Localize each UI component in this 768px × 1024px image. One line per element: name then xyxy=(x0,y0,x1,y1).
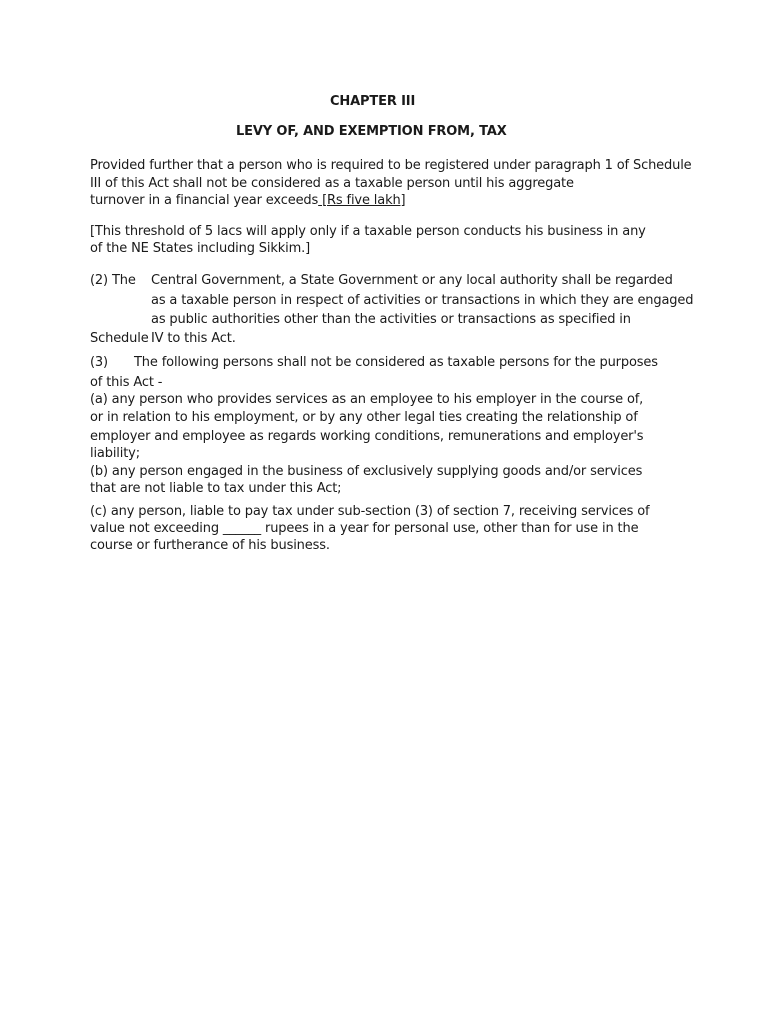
paragraph-line: III of this Act shall not be considered as a taxable person until his aggregate xyxy=(90,176,574,191)
list-item-line: liability; xyxy=(90,446,140,461)
list-item-line: value not exceeding ______ rupees in a year for personal use, other than for use in the xyxy=(90,521,639,536)
chapter-heading: LEVY OF, AND EXEMPTION FROM, TAX xyxy=(236,124,507,139)
list-item-line: (a) any person who provides services as an employee to his employer in the course of, xyxy=(90,392,644,407)
paragraph-line: Schedule xyxy=(90,331,149,346)
paragraph-line: Central Government, a State Government or any local authority shall be regarded xyxy=(151,273,673,288)
paragraph-line: The following persons shall not be considered as taxable persons for the purposes xyxy=(134,355,658,370)
list-item-line: course or furtherance of his business. xyxy=(90,538,330,553)
paragraph-line: of this Act - xyxy=(90,375,163,390)
paragraph-text: turnover in a financial year exceeds xyxy=(90,193,319,208)
paragraph-line: IV to this Act. xyxy=(151,331,236,346)
paragraph-line: of the NE States including Sikkim.] xyxy=(90,241,311,256)
list-item-line: that are not liable to tax under this Act; xyxy=(90,481,342,496)
chapter-title: CHAPTER III xyxy=(330,94,416,109)
clause-label: (2) The xyxy=(90,273,136,288)
paragraph-line: as a taxable person in respect of activities or transactions in which they are engaged xyxy=(151,293,694,308)
clause-label: (3) xyxy=(90,355,108,370)
threshold-amount: [Rs five lakh] xyxy=(318,193,406,208)
list-item-line: (c) any person, liable to pay tax under sub-section (3) of section 7, receiving services of xyxy=(90,504,650,519)
paragraph-line: [This threshold of 5 lacs will apply only if a taxable person conducts his business in any xyxy=(90,224,646,239)
list-item-line: (b) any person engaged in the business of exclusively supplying goods and/or services xyxy=(90,464,643,479)
list-item-line: employer and employee as regards working conditions, remunerations and employer's xyxy=(90,429,644,444)
list-item-line: or in relation to his employment, or by any other legal ties creating the relationship of xyxy=(90,410,638,425)
paragraph-line xyxy=(90,192,405,209)
paragraph-line: as public authorities other than the activities or transactions as specified in xyxy=(151,312,631,327)
paragraph-line: Provided further that a person who is required to be registered under paragraph 1 of Schedule xyxy=(90,158,692,173)
